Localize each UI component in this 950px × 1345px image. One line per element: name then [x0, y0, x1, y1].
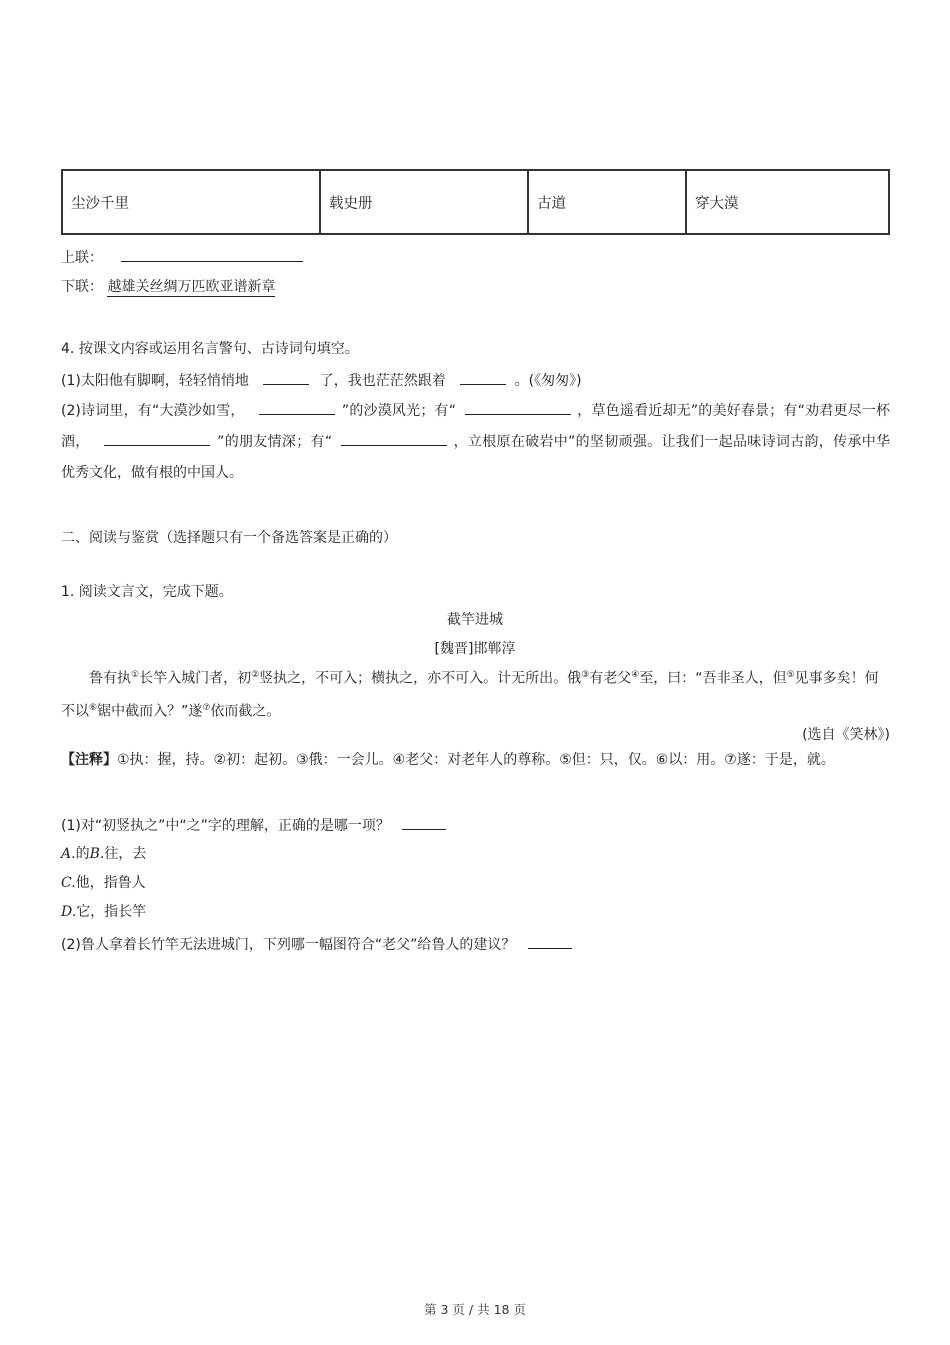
sub-question-1	[61, 815, 446, 835]
note-mark: ④	[631, 670, 640, 680]
option-d-letter: D.	[61, 904, 77, 920]
classical-text	[61, 661, 890, 726]
option-a-letter: A.	[61, 846, 76, 862]
note-mark: ②	[251, 670, 260, 680]
word-table	[61, 169, 890, 235]
sub-question-1-text: (1)对“初竖执之”中“之”字的理解，正确的是哪一项？	[61, 818, 390, 834]
answer-blank-1[interactable]	[402, 815, 446, 830]
upper-couplet-blank[interactable]	[121, 247, 303, 262]
poem-author: [魏晋]邯郸淳	[434, 641, 516, 657]
option-c[interactable]	[61, 872, 146, 892]
text-segment: 竖执之，不可入；横执之，亦不可入。计无所出。俄	[259, 670, 582, 687]
poem-title: 截竿进城	[447, 612, 503, 628]
sub-question-2-text: (2)鲁人拿着长竹竿无法进城门，下列哪一幅图符合“老父”给鲁人的建议？	[61, 937, 516, 953]
option-d-text: 它，指长竿	[76, 904, 147, 920]
q1-title: 1. 阅读文言文，完成下题。	[61, 584, 233, 600]
q4-blank-6[interactable]	[341, 431, 447, 446]
word-cell: 尘沙千里	[62, 170, 320, 234]
sub-question-2	[61, 934, 572, 954]
lower-couplet	[61, 276, 275, 296]
word-cell: 穿大漠	[686, 170, 889, 234]
option-b-letter: B.	[89, 846, 105, 862]
q4-p2-text: (2)诗词里，有“大漠沙如雪，	[61, 403, 245, 419]
note-mark: ①	[131, 670, 140, 680]
note-mark: ⑤	[786, 670, 795, 680]
answer-blank-2[interactable]	[528, 934, 572, 949]
annotation-label: 【注释】	[61, 752, 117, 768]
option-c-letter: C.	[61, 875, 76, 891]
lower-couplet-text: 越雄关丝绸万匹欧亚谱新章	[107, 279, 276, 295]
lower-label: 下联：	[61, 279, 103, 295]
q4-part1	[61, 370, 582, 390]
q4-p2-text: ，立根原在破岩中”的坚韧顽强。让我们一起品味诗词古韵，传承中华优秀文化，做有根的中国人。	[61, 434, 891, 481]
q4-p2-text: ”的朋友情深；有“	[217, 434, 333, 450]
text-segment: 至，曰：“吾非圣人，但	[639, 670, 787, 687]
option-c-text: 他，指鲁人	[75, 875, 146, 891]
text-segment: 鲁有执	[89, 670, 131, 687]
word-cell: 载史册	[320, 170, 528, 234]
q4-blank-1[interactable]	[263, 370, 309, 385]
q4-p1-text: 。(《匆匆》)	[514, 373, 582, 389]
text-segment: 有老父	[589, 670, 632, 687]
section-2-heading: 二、阅读与鉴赏（选择题只有一个备选答案是正确的）	[61, 530, 397, 546]
q4-title: 4. 按课文内容或运用名言警句、古诗词句填空。	[61, 341, 359, 357]
q4-blank-4[interactable]	[465, 400, 571, 415]
text-segment: 长竿入城门者，初	[139, 670, 252, 687]
q4-p2-text: ，草色遥看近却无”的美好春景；有“劝君更尽一杯酒，	[61, 403, 891, 450]
note-mark: ⑦	[202, 702, 211, 713]
q4-blank-5[interactable]	[104, 431, 210, 446]
text-segment: 依而截之。	[210, 703, 281, 720]
q4-p1-text: 了，我也茫茫然跟着	[319, 373, 446, 389]
option-a-b[interactable]	[61, 843, 146, 863]
note-mark: ⑥	[89, 702, 98, 713]
q4-p1-text: (1)太阳他有脚啊，轻轻悄悄地	[61, 373, 249, 389]
q4-part2	[61, 396, 890, 489]
option-a-text: 的	[75, 846, 90, 862]
source-note: (选自《笑林》)	[802, 727, 890, 743]
q4-blank-2[interactable]	[460, 370, 506, 385]
annotation	[61, 746, 890, 775]
q4-p2-text: ”的沙漠风光；有“	[341, 403, 456, 419]
annotation-text: ①执：握，持。②初：起初。③俄：一会儿。④老父：对老年人的尊称。⑤但：只，仅。⑥以：用。⑦遂：于是，就。	[117, 752, 835, 768]
option-b-text: 往，去	[104, 846, 147, 862]
upper-couplet	[61, 247, 303, 267]
note-mark: ③	[581, 670, 590, 680]
page-footer: 第 3 页 / 共 18 页	[424, 1302, 526, 1317]
text-segment: 见事多矣！何不以	[61, 670, 879, 720]
word-cell: 古道	[528, 170, 686, 234]
text-segment: 锯中截而入？”遂	[97, 703, 203, 720]
q4-blank-3[interactable]	[259, 400, 335, 415]
upper-label: 上联：	[61, 250, 103, 266]
option-d[interactable]	[61, 901, 146, 921]
